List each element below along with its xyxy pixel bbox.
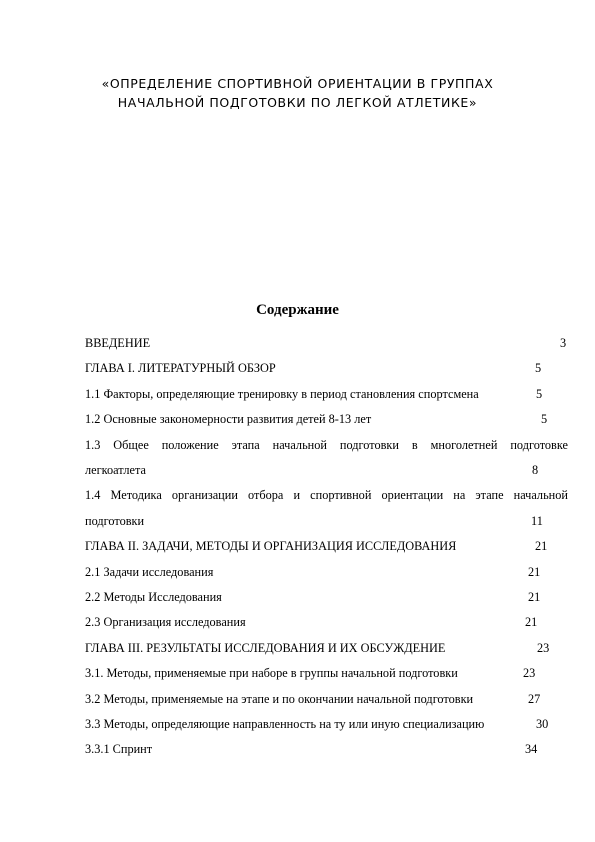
document-title-line-2: НАЧАЛЬНОЙ ПОДГОТОВКИ ПО ЛЕГКОЙ АТЛЕТИКЕ» <box>117 95 478 110</box>
toc-entry-1-3 <box>85 433 568 484</box>
toc-entry-chapter-3 <box>85 636 568 661</box>
toc-entry-2-2 <box>85 585 568 610</box>
toc-entry-text: 3.3.1 Спринт <box>85 742 153 757</box>
toc-page-number: 34 <box>525 742 538 757</box>
toc-entry-1-1 <box>85 382 568 407</box>
toc-entry-chapter-2 <box>85 534 568 559</box>
toc-entry-3-1 <box>85 661 568 686</box>
toc-page-number: 8 <box>532 462 539 477</box>
toc-entry-text: 1.2 Основные закономерности развития детей 8-13 лет <box>85 412 372 427</box>
toc-entry-3-3 <box>85 712 568 737</box>
document-title-line-1: «ОПРЕДЕЛЕНИЕ СПОРТИВНОЙ ОРИЕНТАЦИИ В ГРУППАХ <box>101 76 494 91</box>
document-title <box>60 74 535 112</box>
toc-entry-text: 2.1 Задачи исследования <box>85 564 214 579</box>
toc-page-number: 23 <box>523 666 536 681</box>
toc-entry-text-continued: подготовки <box>85 513 145 528</box>
toc-entry-1-2 <box>85 407 568 432</box>
toc-page-number: 5 <box>536 386 543 401</box>
toc-entry-text: 3.2 Методы, применяемые на этапе и по окончании начальной подготовки <box>85 691 474 706</box>
toc-entry-text: 1.1 Факторы, определяющие тренировку в период становления спортсмена <box>85 386 479 401</box>
toc-entry-text: 2.3 Организация исследования <box>85 615 246 630</box>
toc-page-number: 11 <box>531 513 543 528</box>
toc-entry-1-4 <box>85 483 568 534</box>
toc-page-number: 3 <box>560 336 567 350</box>
toc-heading: Содержание <box>256 302 339 318</box>
toc-page-number: 21 <box>528 589 541 604</box>
toc-entry-text: 1.4 Методика организации отбора и спортивной ориентации на этапе начальной <box>85 488 568 503</box>
toc-entry-text: ГЛАВА II. ЗАДАЧИ, МЕТОДЫ И ОРГАНИЗАЦИЯ ИССЛЕДОВАНИЯ <box>85 539 457 554</box>
toc-page-number: 21 <box>528 564 541 579</box>
toc-entry-introduction <box>85 331 568 356</box>
toc-entry-text: 3.3 Методы, определяющие направленность на ту или иную специализацию <box>85 716 485 731</box>
toc-entry-2-1 <box>85 560 568 585</box>
toc-page-number: 27 <box>528 691 541 706</box>
table-of-contents <box>85 331 568 763</box>
toc-page-number: 5 <box>541 412 548 427</box>
toc-entry-3-3-1 <box>85 737 568 762</box>
toc-page-number: 23 <box>537 640 550 655</box>
toc-entry-text: ВВЕДЕНИЕ <box>85 336 151 350</box>
toc-entry-text: 3.1. Методы, применяемые при наборе в группы начальной подготовки <box>85 666 458 681</box>
toc-entry-chapter-1 <box>85 356 568 381</box>
toc-entry-3-2 <box>85 687 568 712</box>
toc-page-number: 21 <box>535 539 548 554</box>
toc-entry-2-3 <box>85 610 568 635</box>
toc-page-number: 5 <box>535 361 542 376</box>
toc-page-number: 30 <box>536 716 549 731</box>
toc-entry-text: 1.3 Общее положение этапа начальной подготовки в многолетней подготовке <box>85 437 568 452</box>
toc-page-number: 21 <box>525 615 538 630</box>
toc-entry-text: ГЛАВА I. ЛИТЕРАТУРНЫЙ ОБЗОР <box>85 361 276 376</box>
toc-entry-text: ГЛАВА III. РЕЗУЛЬТАТЫ ИССЛЕДОВАНИЯ И ИХ ОБСУЖДЕНИЕ <box>85 640 446 655</box>
toc-entry-text-continued: легкоатлета <box>85 462 146 477</box>
toc-entry-text: 2.2 Методы Исследования <box>85 589 222 604</box>
